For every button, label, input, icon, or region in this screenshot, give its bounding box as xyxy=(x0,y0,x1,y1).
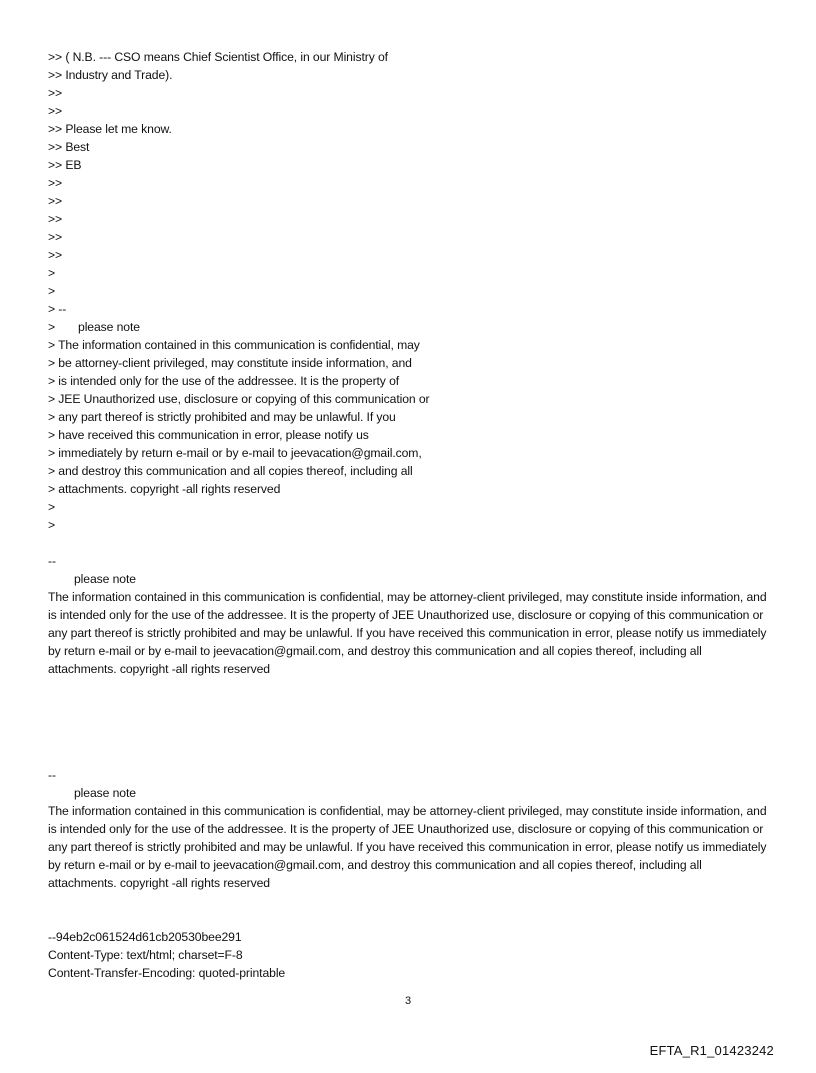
content-type-header: Content-Type: text/html; charset=F-8 xyxy=(48,948,243,962)
quoted-line: > immediately by return e-mail or by e-mail to jeevacation@gmail.com, xyxy=(48,446,422,460)
quoted-line: > JEE Unauthorized use, disclosure or copying of this communication or xyxy=(48,392,430,406)
quoted-line: >> xyxy=(48,104,63,118)
quoted-line: > -- xyxy=(48,302,67,316)
quoted-line: > xyxy=(48,266,56,280)
quoted-line: >> Best xyxy=(48,140,90,154)
quoted-line: >> xyxy=(48,248,63,262)
mime-boundary: --94eb2c061524d61cb20530bee291 xyxy=(48,930,242,944)
quoted-line: >> xyxy=(48,230,63,244)
quoted-line: >> Industry and Trade). xyxy=(48,68,173,82)
quoted-line: > The information contained in this communication is confidential, may xyxy=(48,338,420,352)
signature-separator: -- xyxy=(48,554,56,568)
quoted-line: >> ( N.B. --- CSO means Chief Scientist Office, in our Ministry of xyxy=(48,50,388,64)
quoted-line: > xyxy=(48,284,56,298)
confidentiality-notice: The information contained in this communication is confidential, may be attorney-client privileged, may constitute inside information, and is intended only for the use of the addressee. It is the property of JEE Unauthorized use, disclosure or copying of this communication or any part thereof is strictly prohibited and may be unlawful. If you have received this communication in error, please notify us immediately by return e-mail or by e-mail to jeevacation@gmail.com, and destroy this communication and all copies thereof, including all attachments. copyright -all rights reserved xyxy=(48,590,767,676)
confidentiality-notice: The information contained in this communication is confidential, may be attorney-client privileged, may constitute inside information, and is intended only for the use of the addressee. It is the property of JEE Unauthorized use, disclosure or copying of this communication or any part thereof is strictly prohibited and may be unlawful. If you have received this communication in error, please notify us immediately by return e-mail or by e-mail to jeevacation@gmail.com, and destroy this communication and all copies thereof, including all attachments. copyright -all rights reserved xyxy=(48,804,767,890)
document-id: EFTA_R1_01423242 xyxy=(649,1043,774,1058)
quoted-line: > any part thereof is strictly prohibited and may be unlawful. If you xyxy=(48,410,396,424)
page-number: 3 xyxy=(404,995,412,1007)
quoted-line: >> xyxy=(48,176,63,190)
signature-note-heading: please note xyxy=(74,786,136,800)
quoted-line: > be attorney-client privileged, may constitute inside information, and xyxy=(48,356,412,370)
quoted-line: > xyxy=(48,518,56,532)
quoted-line: >> xyxy=(48,194,63,208)
quoted-line: >> EB xyxy=(48,158,82,172)
content-encoding-header: Content-Transfer-Encoding: quoted-printable xyxy=(48,966,286,980)
quoted-line: >> Please let me know. xyxy=(48,122,172,136)
quoted-line: >> xyxy=(48,212,63,226)
quoted-line: >> xyxy=(48,86,63,100)
quoted-line: > attachments. copyright -all rights reserved xyxy=(48,482,281,496)
quoted-line: > and destroy this communication and all copies thereof, including all xyxy=(48,464,413,478)
signature-note-heading: please note xyxy=(74,572,136,586)
quoted-line: > please note xyxy=(48,320,140,334)
signature-separator: -- xyxy=(48,768,56,782)
quoted-line: > xyxy=(48,500,56,514)
quoted-line: > is intended only for the use of the addressee. It is the property of xyxy=(48,374,400,388)
quoted-line: > have received this communication in error, please notify us xyxy=(48,428,369,442)
